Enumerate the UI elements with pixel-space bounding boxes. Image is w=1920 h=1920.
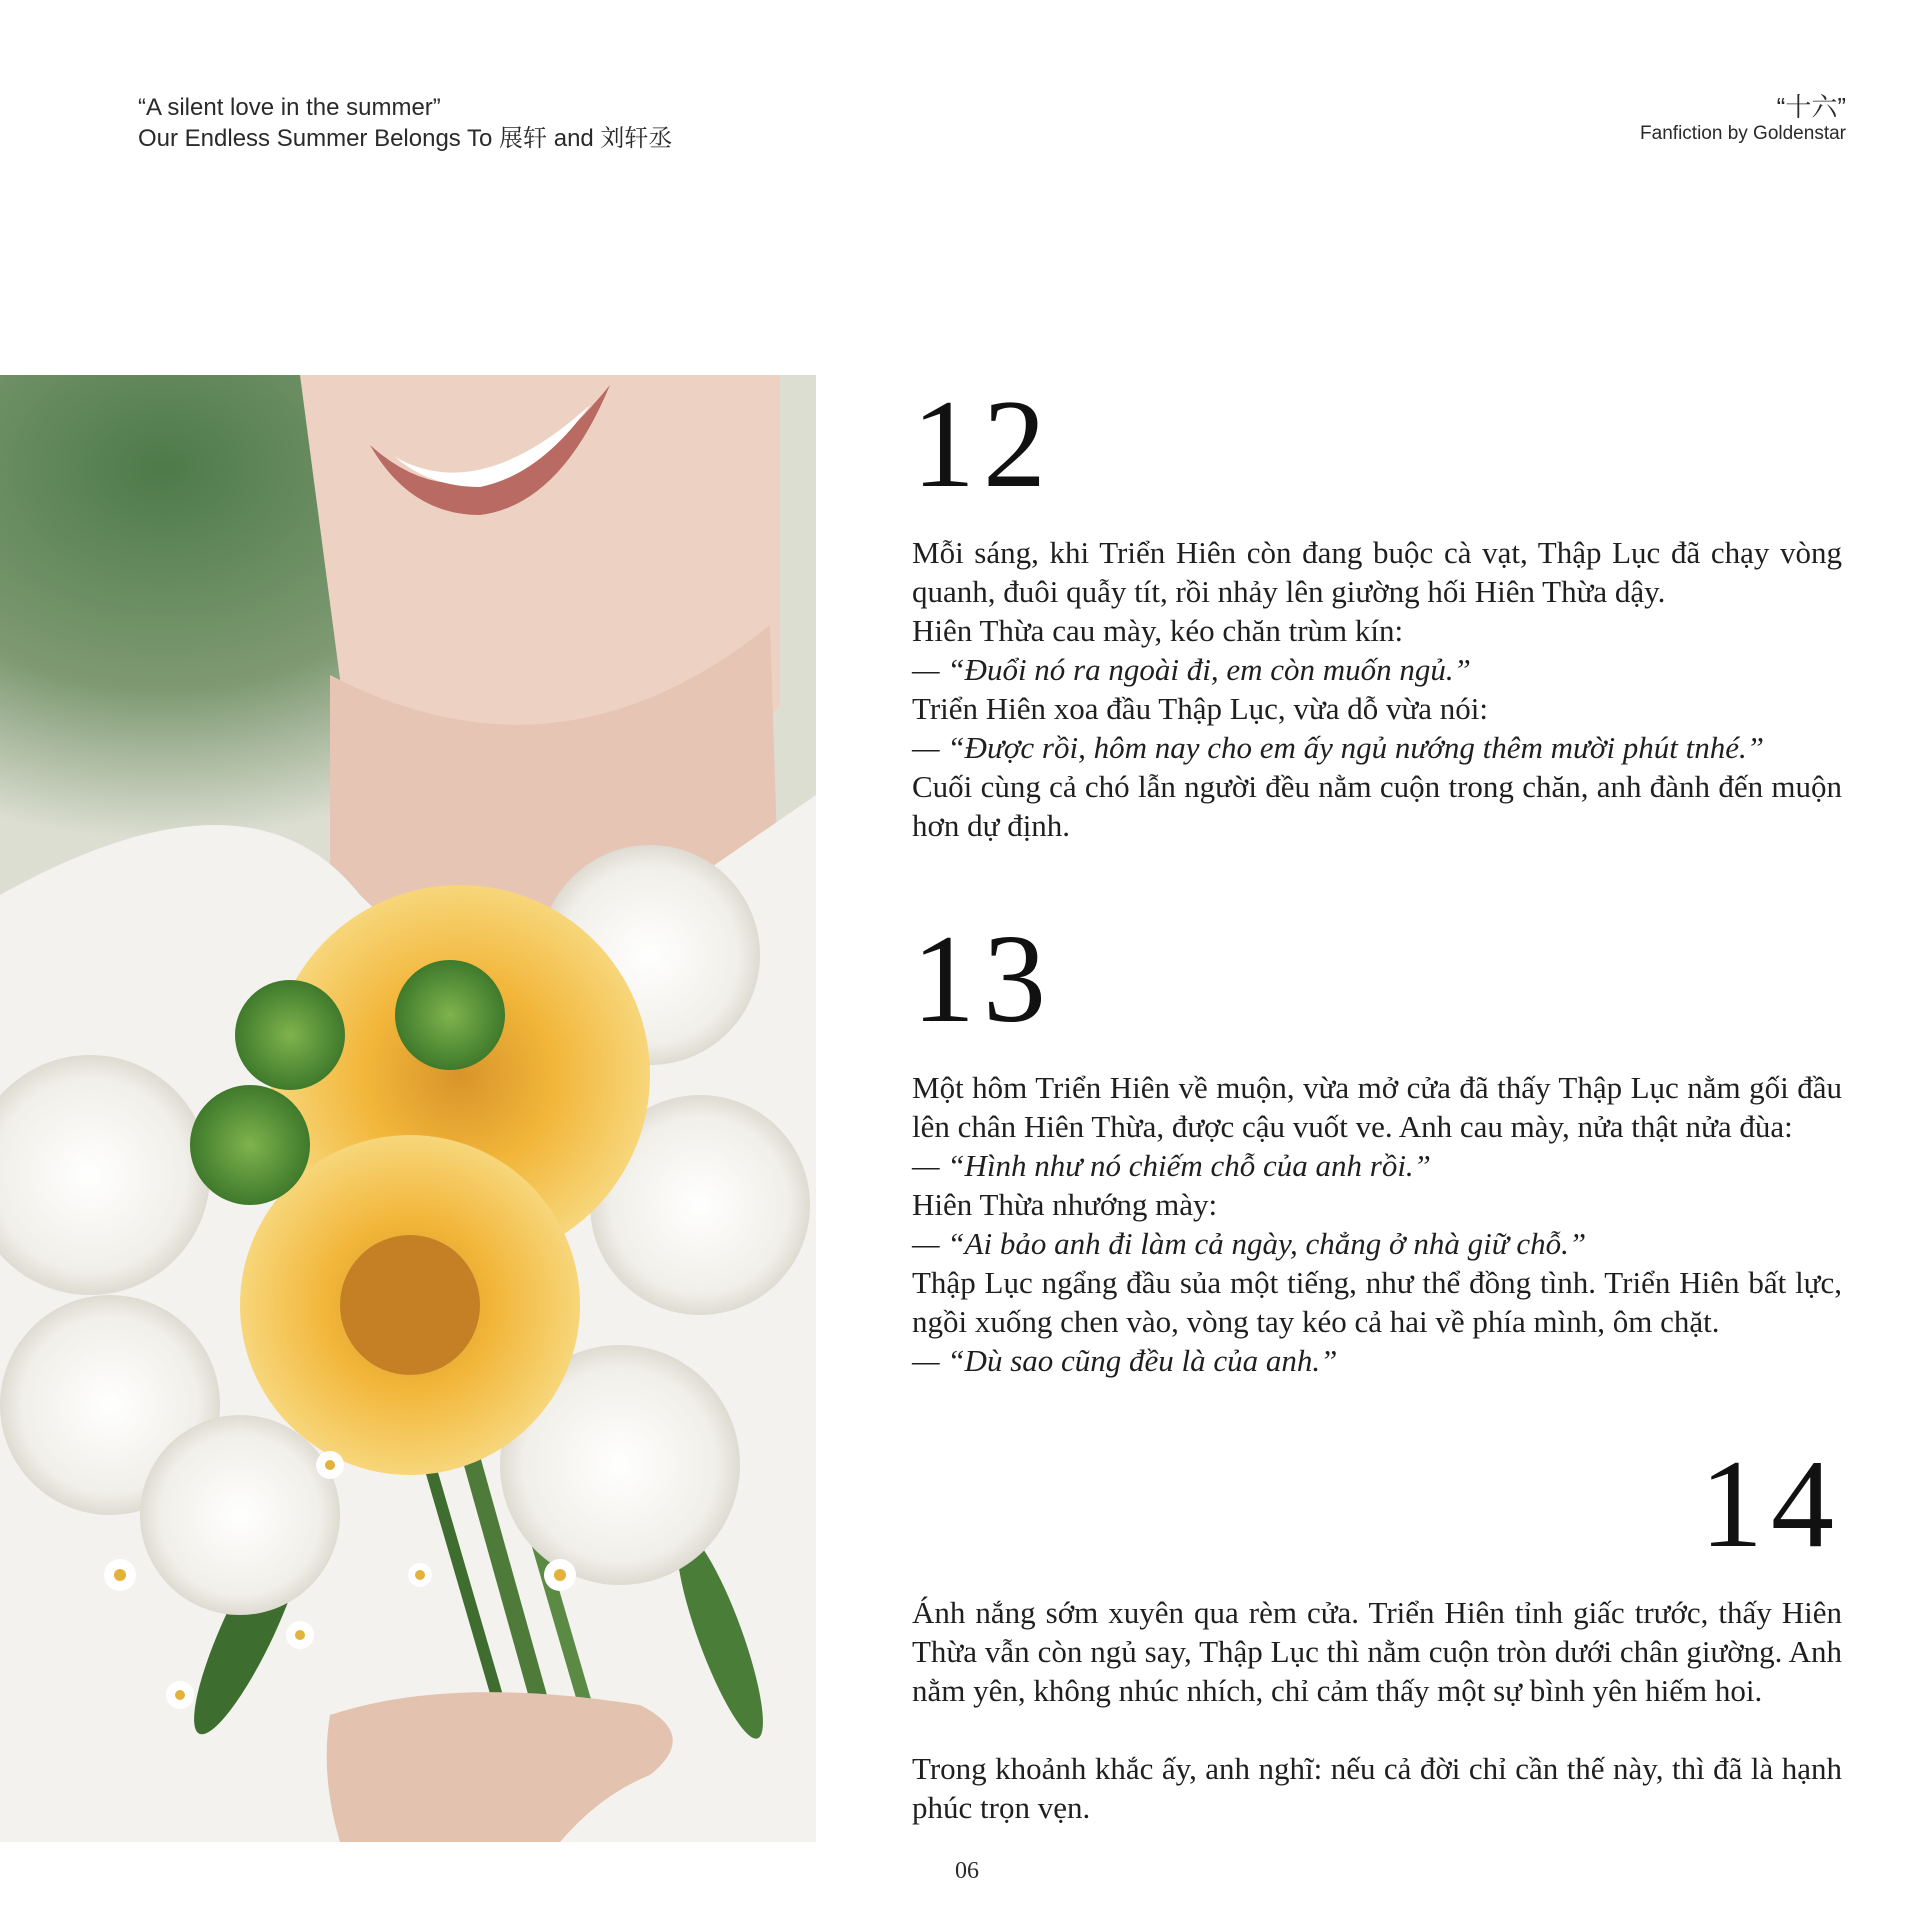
header-credit: Fanfiction by Goldenstar <box>1640 123 1846 144</box>
page-number: 06 <box>955 1858 979 1884</box>
dialogue-line: — “Ai bảo anh đi làm cả ngày, chẳng ở nhà giữ chỗ.” <box>912 1226 1587 1261</box>
header-right <box>1640 92 1846 146</box>
paragraph: Thập Lục ngẩng đầu sủa một tiếng, như thể đồng tình. Triển Hiên bất lực, ngồi xuống chen vào, vòng tay kéo cả hai về phía mình, ôm chặt. <box>912 1265 1842 1339</box>
section-number: 13 <box>912 910 1054 1049</box>
header-left <box>138 92 672 154</box>
paragraph: Một hôm Triển Hiên về muộn, vừa mở cửa đã thấy Thập Lục nằm gối đầu lên chân Hiên Thừa, được cậu vuốt ve. Anh cau mày, nửa thật nửa đùa: <box>912 1070 1842 1144</box>
header-quote: “A silent love in the summer” <box>138 94 441 121</box>
section-number: 14 <box>1700 1435 1842 1574</box>
section-12 <box>912 375 1842 845</box>
section-14 <box>912 1435 1842 1827</box>
paragraph: Hiên Thừa nhướng mày: <box>912 1187 1218 1222</box>
header-subtitle: Our Endless Summer Belongs To 展轩 and 刘轩丞 <box>138 125 673 152</box>
dialogue-line: — “Đuổi nó ra ngoài đi, em còn muốn ngủ.” <box>912 652 1471 687</box>
paragraph: Mỗi sáng, khi Triển Hiên còn đang buộc cà vạt, Thập Lục đã chạy vòng quanh, đuôi quẫy tít, rồi nhảy lên giường hối Hiên Thừa dậy. <box>912 535 1842 609</box>
dialogue-line: — “Được rồi, hôm nay cho em ấy ngủ nướng thêm mười phút tnhé.” <box>912 730 1765 765</box>
dialogue-line: — “Dù sao cũng đều là của anh.” <box>912 1343 1338 1378</box>
paragraph: Trong khoảnh khắc ấy, anh nghĩ: nếu cả đời chỉ cần thế này, thì đã là hạnh phúc trọn vẹn. <box>912 1751 1842 1825</box>
dialogue-line: — “Hình như nó chiếm chỗ của anh rồi.” <box>912 1148 1431 1183</box>
section-13 <box>912 910 1842 1380</box>
header-mark: “十六” <box>1776 92 1846 122</box>
paragraph: Ánh nắng sớm xuyên qua rèm cửa. Triển Hiên tỉnh giấc trước, thấy Hiên Thừa vẫn còn ngủ say, Thập Lục thì nằm cuộn tròn dưới chân giường. Anh nằm yên, không nhúc nhích, chỉ cảm thấy một sự bình yên hiếm hoi. <box>912 1595 1842 1708</box>
paragraph: Cuối cùng cả chó lẫn người đều nằm cuộn trong chăn, anh đành đến muộn hơn dự định. <box>912 769 1842 843</box>
bouquet-photo <box>0 375 816 1842</box>
paragraph: Triển Hiên xoa đầu Thập Lục, vừa dỗ vừa nói: <box>912 691 1488 726</box>
bouquet-photo-illustration <box>0 375 816 1842</box>
paragraph: Hiên Thừa cau mày, kéo chăn trùm kín: <box>912 613 1404 648</box>
section-number: 12 <box>912 375 1054 514</box>
